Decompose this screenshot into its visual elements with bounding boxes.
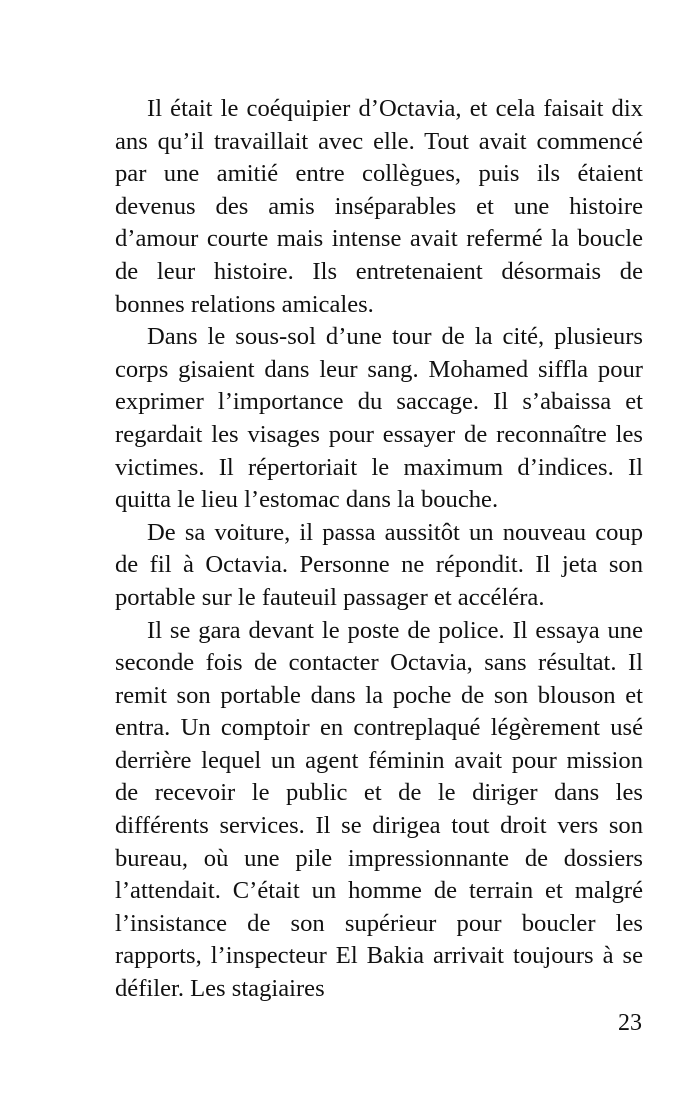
page-number: 23 [618,1010,642,1036]
paragraph-4: Il se gara devant le poste de police. Il essaya une seconde fois de contacter Octavia, sans résultat. Il remit son portable dans la poche de son blouson et entra. Un comptoir en contreplaqué légèrement usé derrière lequel un agent féminin avait pour mission de recevoir le public et de le diriger dans les différents services. Il se dirigea tout droit vers son bureau, où une pile impressionnante de dossiers l’attendait. C’était un homme de terrain et malgré l’insistance de son supérieur pour boucler les rapports, l’inspecteur El Bakia arrivait toujours à se défiler. Les stagiaires [115,616,643,1003]
paragraph-1: Il était le coéquipier d’Octavia, et cela faisait dix ans qu’il travaillait avec elle. Tout avait commencé par une amitié entre collègues, puis ils étaient devenus des amis inséparables et une histoire d’amour courte mais intense avait refermé la boucle de leur histoire. Ils entretenaient désormais de bonnes relations amicales. [115,95,643,318]
body-text [115,93,643,1006]
paragraph-2: Dans le sous-sol d’une tour de la cité, plusieurs corps gisaient dans leur sang. Mohamed siffla pour exprimer l’importance du saccage. Il s’abaissa et regardait les visages pour essayer de reconnaître les victimes. Il répertoriait le maximum d’indices. Il quitta le lieu l’estomac dans la bouche. [115,323,643,514]
paragraph-3: De sa voiture, il passa aussitôt un nouveau coup de fil à Octavia. Personne ne répondit. Il jeta son portable sur le fauteuil passager et accéléra. [115,518,643,611]
